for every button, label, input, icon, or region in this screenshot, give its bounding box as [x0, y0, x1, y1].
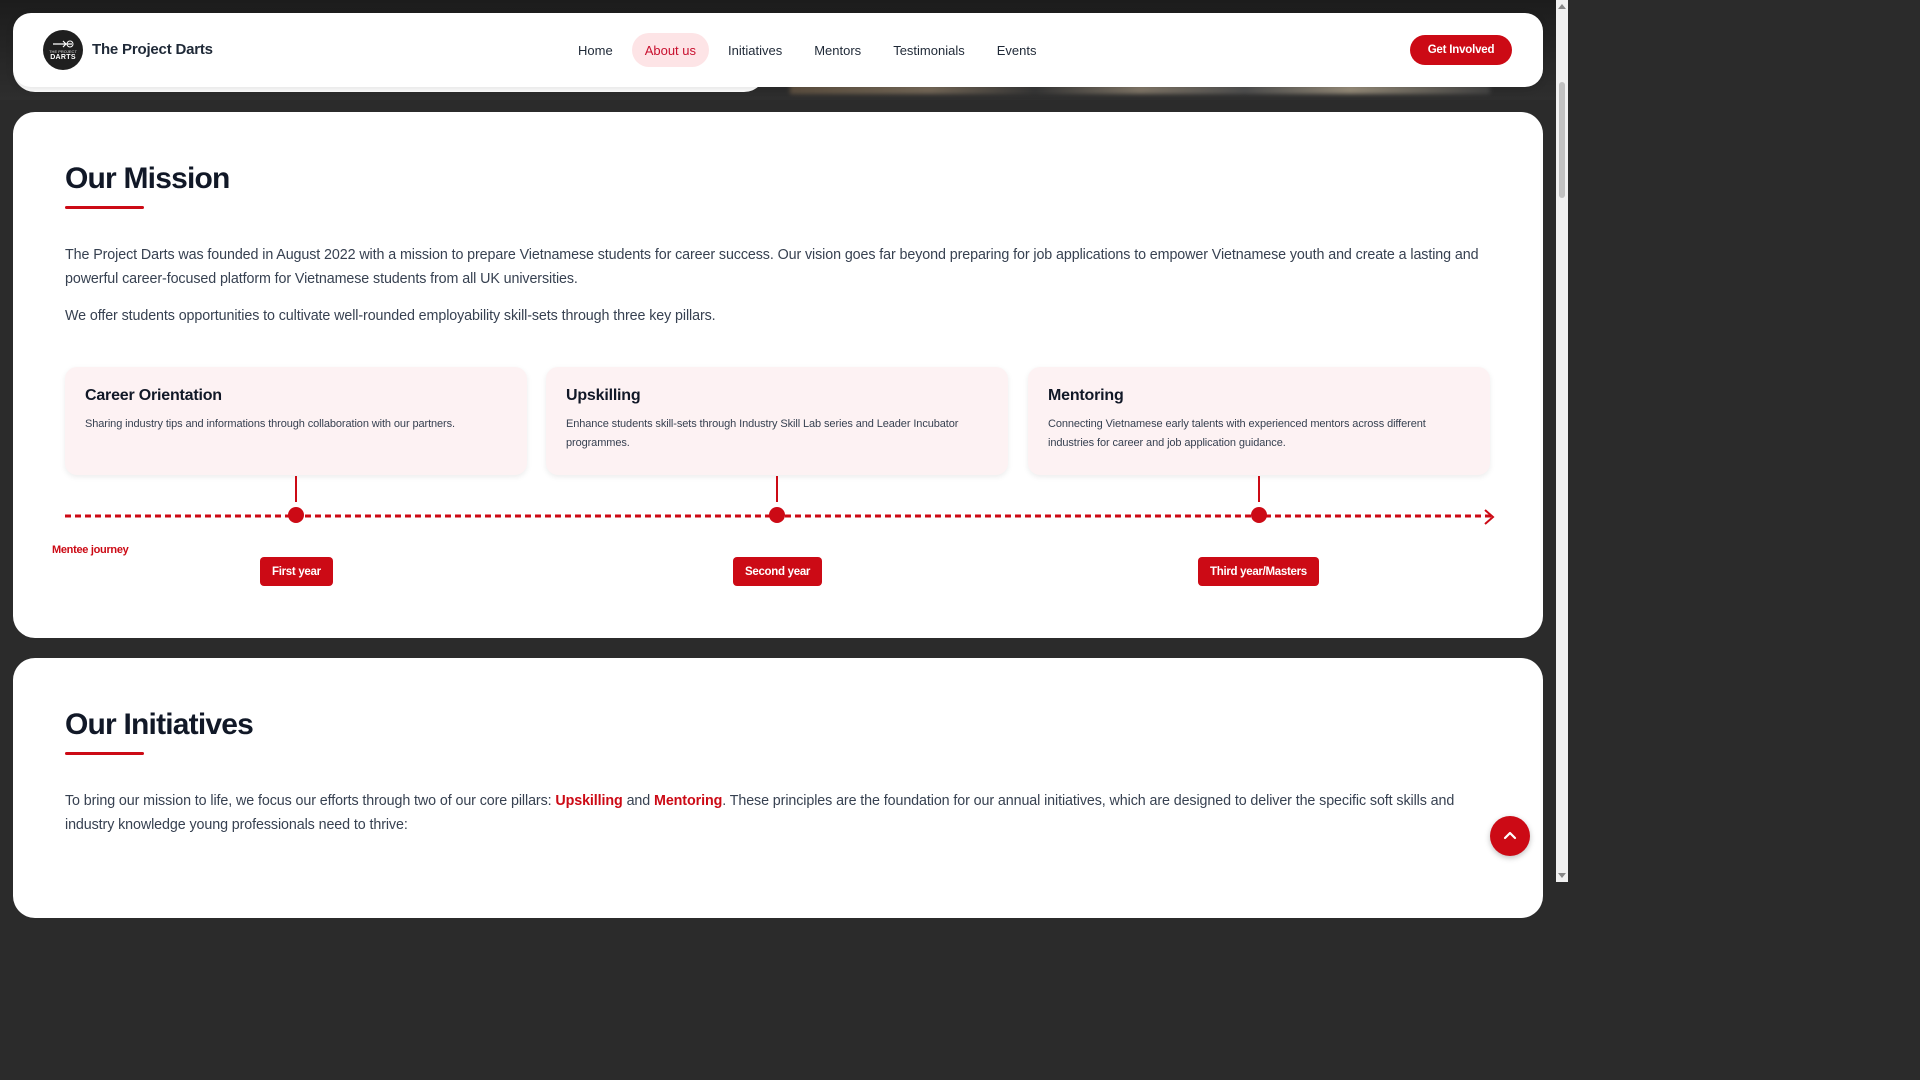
page-scrollbar[interactable]	[1556, 0, 1568, 882]
logo-small-text: THE PROJECT	[49, 49, 77, 54]
pillar-description: Enhance students skill-sets through Industry Skill Lab series and Leader Incubator programmes.	[566, 418, 959, 449]
timeline-dot	[288, 507, 304, 523]
brand-name[interactable]: The Project Darts	[92, 41, 213, 58]
scroll-to-top-button[interactable]	[1490, 816, 1530, 856]
navbar	[13, 13, 1543, 87]
mission-paragraph-2: We offer students opportunities to cultivate well-rounded employability skill-sets through three key pillars.	[65, 308, 716, 324]
logo-text: DARTS	[50, 54, 76, 61]
pillar-description: Connecting Vietnamese early talents with experienced mentors across different industries for career and job application guidance.	[1048, 418, 1426, 449]
pillar-title: Upskilling	[566, 387, 641, 404]
timeline-dot	[1251, 507, 1267, 523]
initiatives-intro	[65, 789, 1505, 837]
nav-mentors[interactable]: Mentors	[814, 42, 862, 58]
year-badge-first: First year	[260, 557, 333, 586]
initiatives-title: Our Initiatives	[65, 708, 254, 741]
initiatives-section	[13, 658, 1543, 918]
scroll-down-arrow-icon[interactable]	[1558, 873, 1566, 878]
dart-icon	[52, 39, 74, 49]
logo[interactable]	[43, 30, 83, 70]
nav-testimonials[interactable]: Testimonials	[893, 42, 965, 58]
get-involved-button[interactable]: Get Involved	[1410, 35, 1512, 65]
intro-text-end: . These principles are the foundation for our annual initiatives, which are designed to deliver the specific soft skills and industry knowledge young professionals need to thrive:	[65, 793, 1455, 833]
nav-initiatives[interactable]: Initiatives	[728, 42, 783, 58]
pillar-description: Sharing industry tips and informations through collaboration with our partners.	[85, 418, 455, 430]
year-badge-third: Third year/Masters	[1198, 557, 1319, 586]
nav-events[interactable]: Events	[996, 42, 1037, 58]
chevron-up-icon	[1502, 828, 1518, 844]
pillar-title: Mentoring	[1048, 387, 1124, 404]
pillar-title: Career Orientation	[85, 387, 222, 404]
scrollbar-thumb[interactable]	[1559, 82, 1565, 198]
mission-paragraph-1: The Project Darts was founded in August 2022 with a mission to prepare Vietnamese students for career success. Our vision goes far beyond preparing for job applications to empower Vietnamese youth and create a lasting and powerful career-focused platform for Vietnamese students from all UK universities.	[65, 247, 1479, 287]
year-badge-second: Second year	[733, 557, 822, 586]
highlight-upskilling: Upskilling	[555, 793, 623, 809]
intro-text-and: and	[622, 793, 655, 809]
mentee-journey-label: Mentee journey	[52, 544, 129, 556]
timeline-dot	[769, 507, 785, 523]
title-underline	[65, 752, 144, 755]
mission-section	[13, 112, 1543, 638]
nav-home[interactable]: Home	[578, 42, 613, 58]
nav-about-us[interactable]: About us	[632, 33, 709, 67]
highlight-mentoring: Mentoring	[654, 793, 723, 809]
scroll-up-arrow-icon[interactable]	[1558, 4, 1566, 9]
main-nav	[565, 33, 1055, 67]
intro-text-start: To bring our mission to life, we focus our efforts through two of our core pillars:	[65, 793, 556, 809]
mission-title: Our Mission	[65, 162, 230, 195]
